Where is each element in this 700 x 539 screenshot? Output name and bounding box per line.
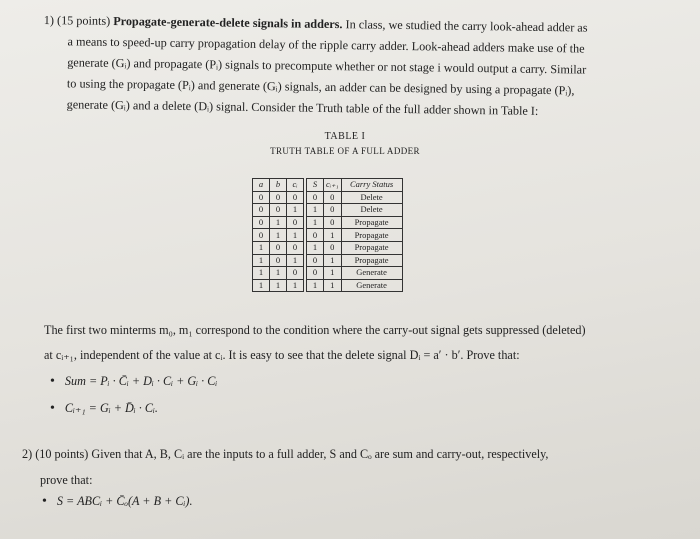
carry-status-cell: Propagate (341, 216, 402, 229)
question-2-prove-item (42, 494, 193, 510)
header-carry-status: Carry Status (341, 179, 402, 192)
bit-cell: 0 (253, 204, 270, 217)
question-2-line-1: 2) (10 points) Given that A, B, Cᵢ are the inputs to a full adder, S and Cₒ are sum and carry-out, respectively, (22, 447, 549, 461)
bit-cell: 1 (324, 229, 342, 242)
truth-table-row (253, 241, 403, 254)
truth-table-row (253, 191, 403, 204)
truth-table (252, 178, 403, 292)
bit-cell: 1 (307, 241, 324, 254)
bit-cell: 1 (324, 267, 342, 280)
truth-table-row (253, 279, 403, 292)
question-1-intro: In class, we studied the carry look-ahead adder as (345, 17, 588, 35)
bit-cell: 0 (324, 204, 342, 217)
bit-cell: 1 (287, 279, 304, 292)
header-b: b (270, 179, 287, 192)
bit-cell: 1 (287, 229, 304, 242)
explanation-line-2: at cᵢ₊₁, independent of the value at cᵢ. It is easy to see that the delete signal Dᵢ = a′ · b′. Prove that: (44, 348, 520, 362)
bit-cell: 0 (287, 241, 304, 254)
question-1-number: 1) (43, 12, 55, 28)
bit-cell: 1 (253, 267, 270, 280)
question-1-points: (15 points) (56, 13, 111, 28)
carry-status-cell: Propagate (341, 229, 402, 242)
question-2-equation: S = ABCᵢ + C̄ₒ(A + B + Cᵢ). (56, 494, 193, 508)
header-ci1: cᵢ₊₁ (324, 179, 342, 192)
bit-cell: 1 (253, 241, 270, 254)
bit-cell: 0 (253, 229, 270, 242)
bit-cell: 0 (307, 229, 324, 242)
carry-status-cell: Propagate (341, 254, 402, 267)
header-ci: cᵢ (287, 179, 304, 192)
question-2 (22, 441, 672, 493)
bit-cell: 0 (270, 204, 287, 217)
bit-cell: 0 (324, 216, 342, 229)
carry-equation: Cᵢ₊₁ = Gᵢ + D̄ᵢ · Cᵢ. (64, 401, 158, 415)
bit-cell: 1 (270, 279, 287, 292)
bit-cell: 0 (253, 191, 270, 204)
bit-cell: 0 (324, 191, 342, 204)
bit-cell: 1 (324, 254, 342, 267)
question-1-line: a means to speed-up carry propagation delay of the ripple carry adder. Look-ahead adders make use of the (67, 34, 585, 56)
bit-cell: 1 (287, 254, 304, 267)
table-caption-block (245, 130, 445, 158)
question-1-line: generate (Gᵢ) and propagate (Pᵢ) signals to precompute whether or not stage i would output a carry. Similar (67, 55, 587, 77)
bit-cell: 0 (270, 191, 287, 204)
prove-item-carry (50, 395, 217, 422)
prove-list (50, 368, 217, 422)
bit-cell: 0 (253, 216, 270, 229)
bullet-icon: • (50, 374, 55, 389)
explanation-line-1: The first two minterms m₀, m₁ correspond to the condition where the carry-out signal gets suppressed (deleted) (44, 323, 586, 337)
truth-table-header-row (253, 179, 403, 192)
bit-cell: 1 (307, 204, 324, 217)
bit-cell: 0 (307, 267, 324, 280)
carry-status-cell: Delete (341, 204, 402, 217)
bit-cell: 1 (253, 254, 270, 267)
bit-cell: 0 (287, 191, 304, 204)
table-subcaption: TRUTH TABLE OF A FULL ADDER (270, 146, 420, 156)
bit-cell: 1 (270, 216, 287, 229)
bit-cell: 1 (307, 216, 324, 229)
bit-cell: 1 (307, 279, 324, 292)
bit-cell: 0 (287, 216, 304, 229)
bit-cell: 0 (324, 241, 342, 254)
bit-cell: 1 (270, 267, 287, 280)
bit-cell: 1 (287, 204, 304, 217)
header-a: a (253, 179, 270, 192)
bit-cell: 1 (270, 229, 287, 242)
bit-cell: 0 (270, 241, 287, 254)
question-1-line: generate (Gᵢ) and a delete (Dᵢ) signal. Consider the Truth table of the full adder shown in Table I: (66, 97, 539, 118)
carry-status-cell: Generate (341, 267, 402, 280)
truth-table-row (253, 216, 403, 229)
sum-equation: Sum = Pᵢ · C̄ᵢ + Dᵢ · Cᵢ + Gᵢ · Cᵢ (64, 374, 218, 388)
question-1-title: Propagate-generate-delete signals in adders. (113, 13, 343, 32)
bit-cell: 0 (307, 254, 324, 267)
truth-table-row (253, 204, 403, 217)
bit-cell: 1 (253, 279, 270, 292)
bullet-icon: • (50, 401, 55, 416)
truth-table-row (253, 267, 403, 280)
bit-cell: 0 (270, 254, 287, 267)
header-s: S (307, 179, 324, 192)
question-1 (43, 10, 654, 124)
question-2-line-2: prove that: (40, 473, 93, 487)
bit-cell: 0 (307, 191, 324, 204)
carry-status-cell: Delete (341, 191, 402, 204)
bit-cell: 1 (324, 279, 342, 292)
explanation-paragraph (44, 318, 674, 368)
bit-cell: 0 (287, 267, 304, 280)
carry-status-cell: Generate (341, 279, 402, 292)
carry-status-cell: Propagate (341, 241, 402, 254)
truth-table-row (253, 254, 403, 267)
table-caption: TABLE I (324, 131, 366, 142)
prove-item-sum (50, 368, 217, 395)
question-1-line: to using the propagate (Pᵢ) and generate (Gᵢ) signals, an adder can be designed by using a propagate (Pᵢ), (66, 76, 575, 98)
truth-table-row (253, 229, 403, 242)
bullet-icon: • (42, 494, 47, 509)
